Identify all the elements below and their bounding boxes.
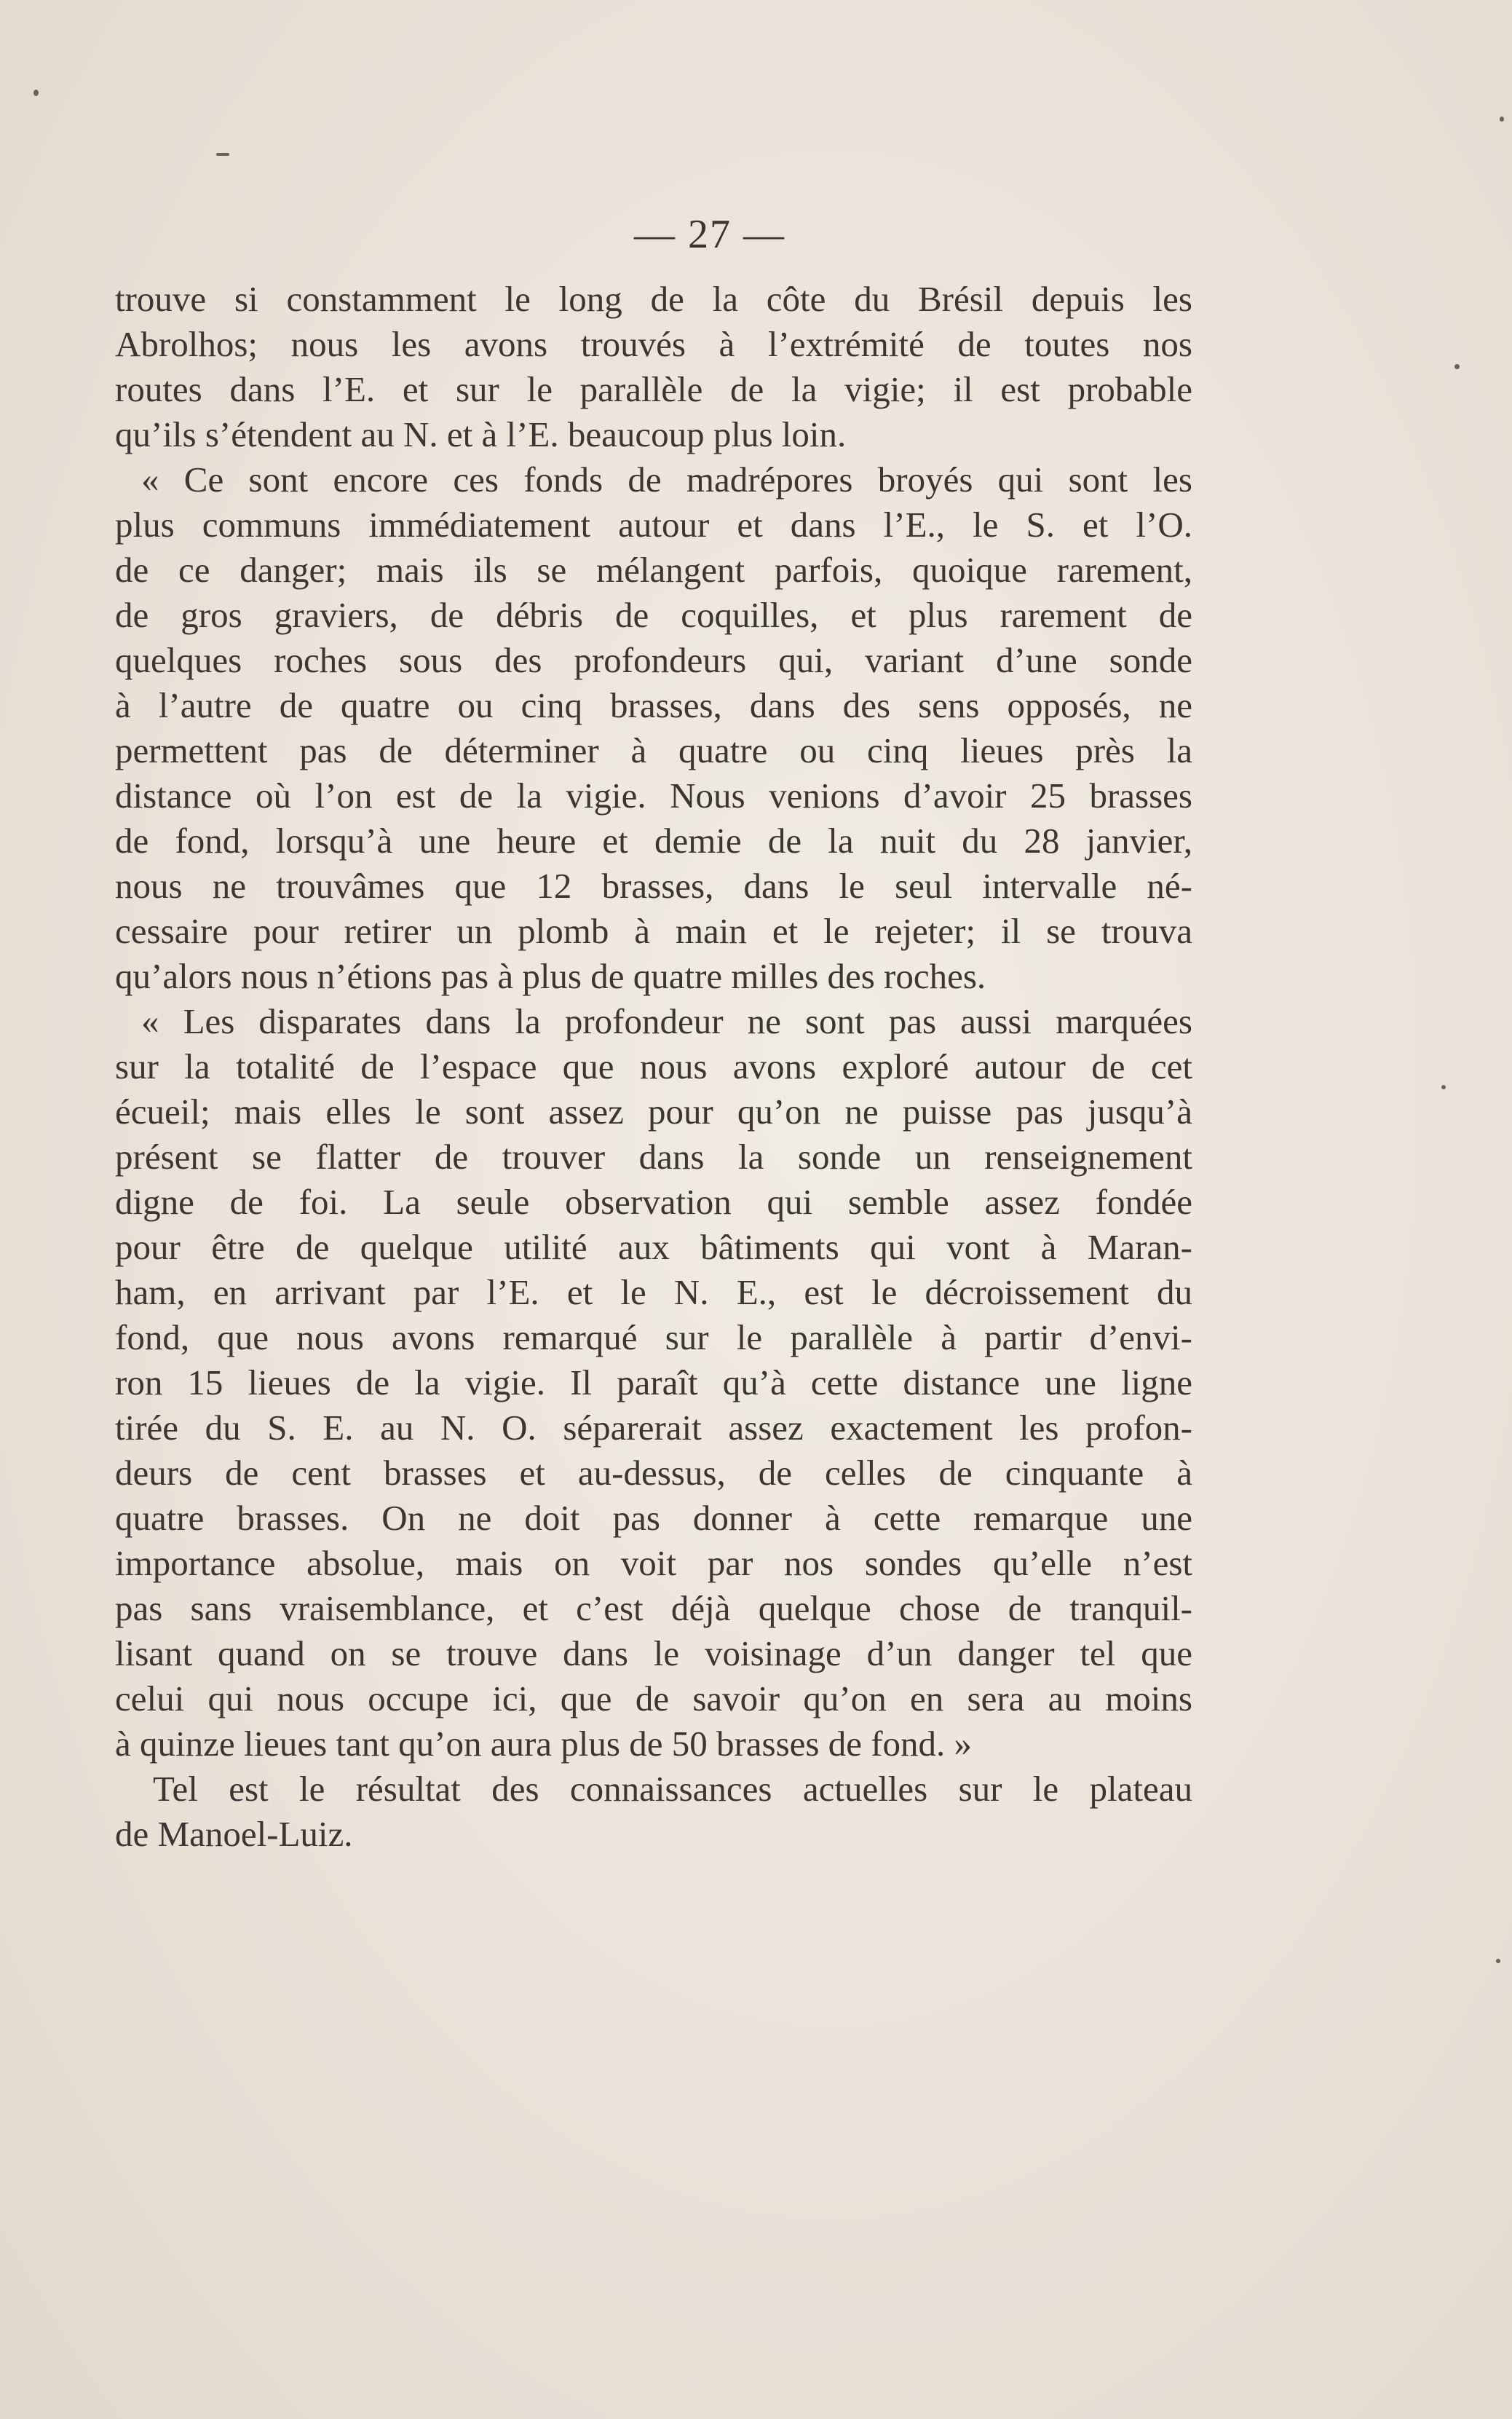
text-line: présent se flatter de trouver dans la sonde un renseignement	[115, 1137, 1192, 1177]
text-line: de fond, lorsqu’à une heure et demie de la nuit du 28 janvier,	[115, 821, 1192, 861]
paper-speck	[1500, 117, 1504, 122]
text-line: celui qui nous occupe ici, que de savoir qu’on en sera au moins	[115, 1678, 1192, 1718]
text-line: nous ne trouvâmes que 12 brasses, dans le seul intervalle né-	[115, 866, 1192, 906]
text-line: qu’alors nous n’étions pas à plus de quatre milles des roches.	[115, 956, 986, 996]
text-line: deurs de cent brasses et au-dessus, de celles de cinquante à	[115, 1453, 1192, 1493]
paper-speck	[1441, 1085, 1446, 1089]
text-line: plus communs immédiatement autour et dans l’E., le S. et l’O.	[115, 505, 1192, 545]
text-line: quatre brasses. On ne doit pas donner à cette remarque une	[115, 1498, 1192, 1538]
text-line: « Ce sont encore ces fonds de madrépores broyés qui sont les	[141, 459, 1192, 500]
text-line: qu’ils s’étendent au N. et à l’E. beaucoup plus loin.	[115, 414, 847, 454]
text-line: permettent pas de déterminer à quatre ou cinq lieues près la	[115, 730, 1192, 770]
page-number: — 27 —	[634, 212, 785, 257]
text-line: pas sans vraisemblance, et c’est déjà quelque chose de tranquil-	[115, 1588, 1192, 1628]
text-line: pour être de quelque utilité aux bâtiments qui vont à Maran-	[115, 1227, 1192, 1267]
text-line: distance où l’on est de la vigie. Nous venions d’avoir 25 brasses	[115, 776, 1192, 816]
body-text	[115, 277, 1192, 1857]
text-line: lisant quand on se trouve dans le voisinage d’un danger tel que	[115, 1633, 1192, 1673]
text-line: trouve si constamment le long de la côte du Brésil depuis les	[115, 279, 1192, 319]
text-line: à quinze lieues tant qu’on aura plus de 50 brasses de fond. »	[115, 1724, 973, 1764]
text-line: cessaire pour retirer un plomb à main et le rejeter; il se trouva	[115, 911, 1192, 951]
text-line: « Les disparates dans la profondeur ne sont pas aussi marquées	[141, 1001, 1192, 1041]
text-line: digne de foi. La seule observation qui semble assez fondée	[115, 1182, 1192, 1222]
text-line: importance absolue, mais on voit par nos sondes qu’elle n’est	[115, 1543, 1192, 1583]
paper-speck	[1454, 364, 1460, 369]
text-line: écueil; mais elles le sont assez pour qu’on ne puisse pas jusqu’à	[115, 1092, 1192, 1132]
text-line: quelques roches sous des profondeurs qui, variant d’une sonde	[115, 640, 1192, 680]
text-line: Abrolhos; nous les avons trouvés à l’extrémité de toutes nos	[115, 324, 1192, 364]
text-line: tirée du S. E. au N. O. séparerait assez exactement les profon-	[115, 1408, 1192, 1448]
text-line: ham, en arrivant par l’E. et le N. E., est le décroissement du	[115, 1272, 1192, 1312]
text-line: fond, que nous avons remarqué sur le parallèle à partir d’envi-	[115, 1317, 1192, 1357]
paper-speck	[33, 90, 39, 96]
text-line: de Manoel-Luiz.	[115, 1814, 353, 1854]
paper-speck	[1496, 1959, 1500, 1963]
text-line: ron 15 lieues de la vigie. Il paraît qu’à cette distance une ligne	[115, 1362, 1192, 1402]
text-line: routes dans l’E. et sur le parallèle de la vigie; il est probable	[115, 369, 1192, 409]
text-line: de ce danger; mais ils se mélangent parfois, quoique rarement,	[115, 550, 1192, 590]
text-line: de gros graviers, de débris de coquilles, et plus rarement de	[115, 595, 1192, 635]
text-line: Tel est le résultat des connaissances actuelles sur le plateau	[153, 1769, 1192, 1809]
text-line: à l’autre de quatre ou cinq brasses, dans des sens opposés, ne	[115, 685, 1192, 725]
paper-speck	[216, 153, 229, 156]
text-line: sur la totalité de l’espace que nous avons exploré autour de cet	[115, 1046, 1192, 1086]
